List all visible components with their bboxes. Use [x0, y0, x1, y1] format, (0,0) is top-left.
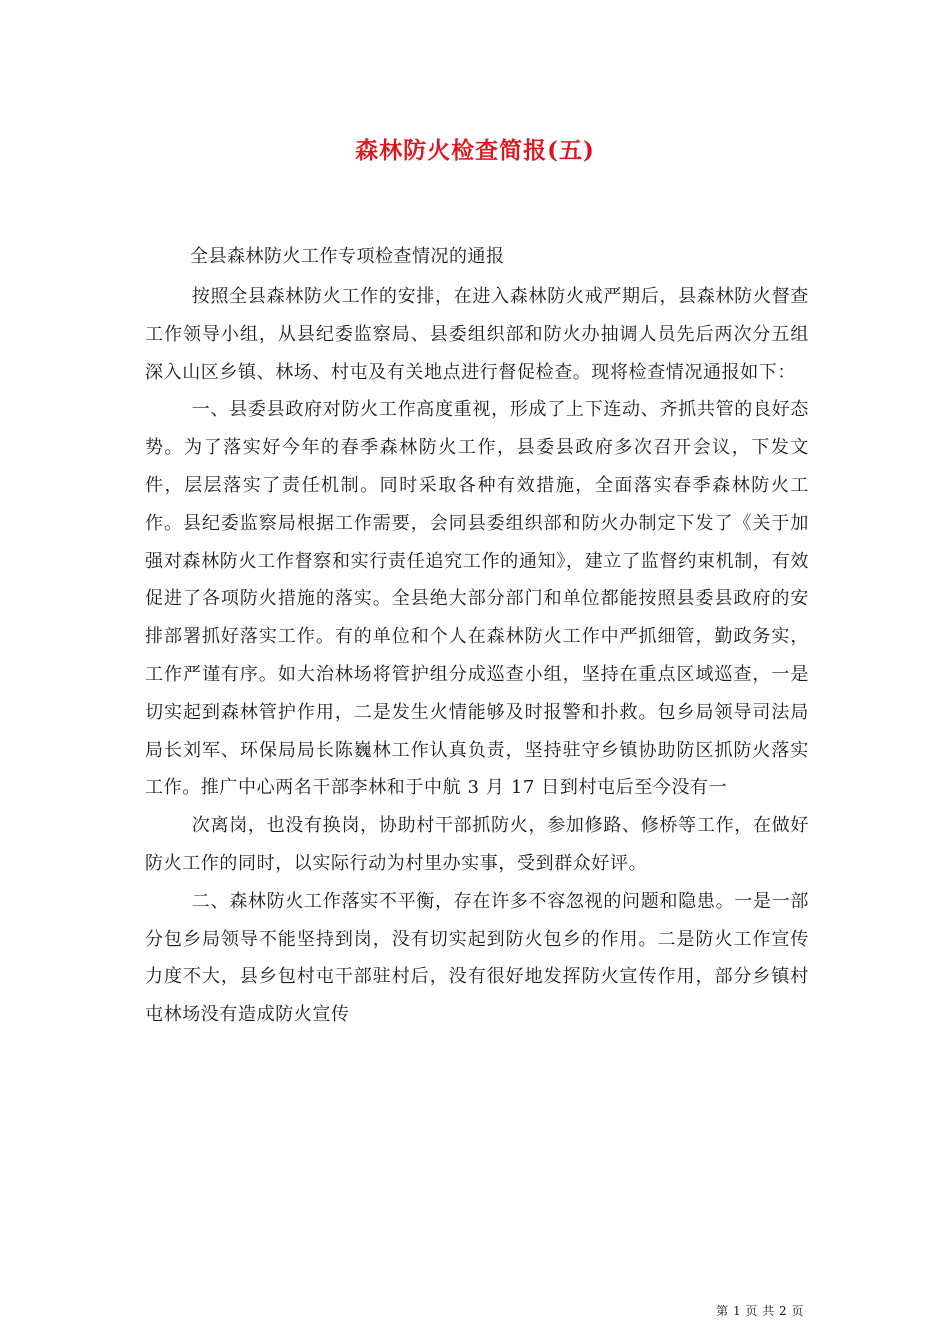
page-number: 第 1 页 共 2 页: [716, 1304, 804, 1318]
paragraph-section-one-continued: 次离岗，也没有换岗，协助村干部抓防火，参加修路、修桥等工作，在做好防火工作的同时，以实际行动为村里办实事，受到群众好评。: [145, 815, 809, 874]
paragraph-section-two: 二、森林防火工作落实不平衡，存在许多不容忽视的问题和隐患。一是一部分包乡局领导不能坚持到岗，没有切实起到防火包乡的作用。二是防火工作宣传力度不大，县乡包村屯干部驻村后，没有很好地发挥防火宣传作用，部分乡镇村屯林场没有造成防火宣传: [145, 890, 809, 1026]
document-body: [145, 278, 809, 1034]
paragraph-intro: 按照全县森林防火工作的安排，在进入森林防火戒严期后，县森林防火督查工作领导小组，从县纪委监察局、县委组织部和防火办抽调人员先后两次分五组深入山区乡镇、林场、村屯及有关地点进行督促检查。现将检查情况通报如下：: [145, 286, 809, 383]
document-title: 森林防火检查简报(五): [355, 137, 595, 164]
document-subtitle: 全县森林防火工作专项检查情况的通报: [190, 246, 505, 267]
paragraph-section-one: 一、县委县政府对防火工作高度重视，形成了上下连动、齐抓共管的良好态势。为了落实好今年的春季森林防火工作，县委县政府多次召开会议，下发文件，层层落实了责任机制。同时采取各种有效措施，全面落实春季森林防火工作。县纪委监察局根据工作需要，会同县委组织部和防火办制定下发了《关于加强对森林防火工作督察和实行责任追究工作的通知》，建立了监督约束机制，有效促进了各项防火措施的落实。全县绝大部分部门和单位都能按照县委县政府的安排部署抓好落实工作。有的单位和个人在森林防火工作中严抓细管，勤政务实，工作严谨有序。如大治林场将管护组分成巡查小组，坚持在重点区域巡查，一是切实起到森林管护作用，二是发生火情能够及时报警和扑救。包乡局领导司法局局长刘军、环保局局长陈巍林工作认真负责，坚持驻守乡镇协助防区抓防火落实工作。推广中心两名干部李林和于中航 3 月 17 日到村屯后至今没有一: [145, 399, 809, 799]
